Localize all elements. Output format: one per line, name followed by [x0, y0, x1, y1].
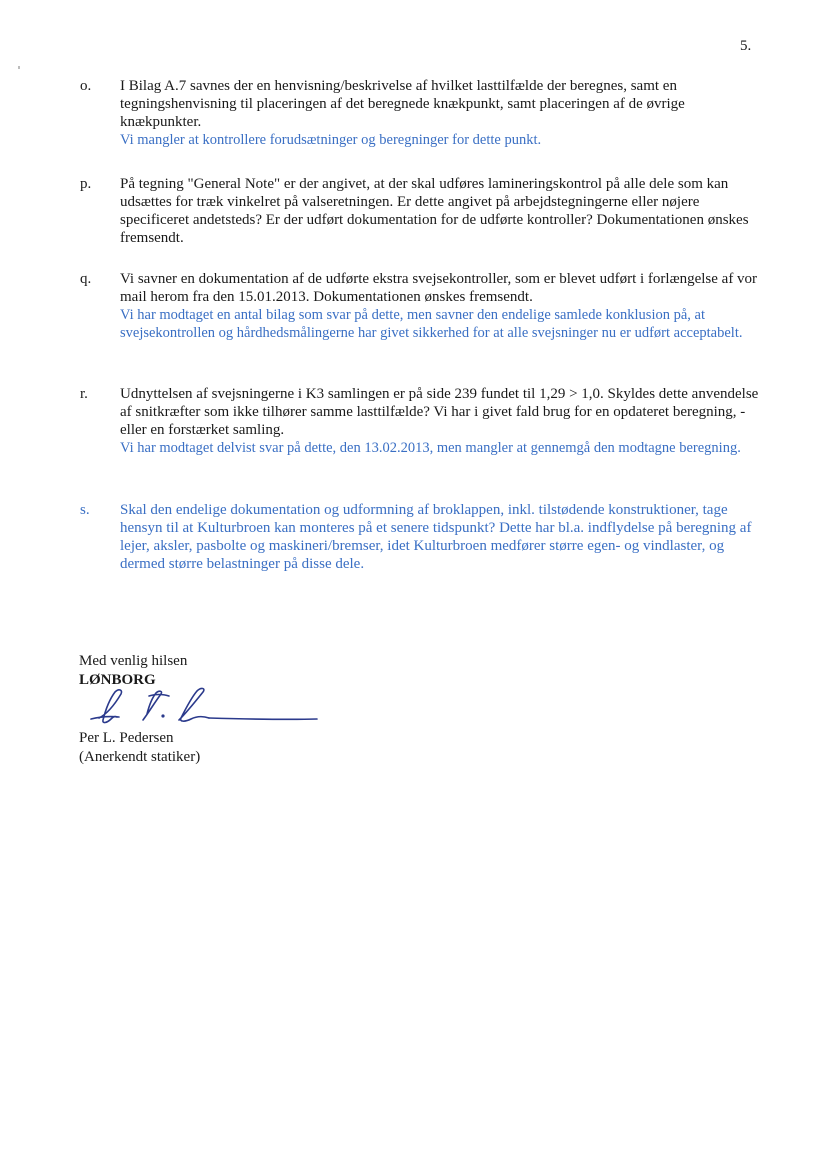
item-text: Skal den endelige dokumentation og udformning af broklappen, inkl. tilstødende konstruktioner, tage hensyn til at Kulturbroen kan monteres på et senere tidspunkt? Dette har bl.a. indflydelse på beregning af lejer, aksler, pasbolte og maskineri/bremser, idet Kulturbroen medfører større egen- og vindlaster, og dermed større belastninger på disse dele.: [120, 502, 752, 572]
item-letter: r.: [80, 386, 88, 402]
item-reply: Vi har modtaget en antal bilag som svar på dette, men savner den endelige samlede konklusion på, at svejsekontrollen og hårdhedsmålingerne har givet sikkerhed for at alle svejsninger nu er udført acceptabelt.: [120, 307, 743, 341]
closing-greeting: Med venlig hilsen: [79, 653, 188, 669]
list-item-q: [80, 270, 760, 342]
item-letter: p.: [80, 176, 92, 192]
list-item-r: [80, 385, 760, 457]
item-body: [120, 501, 760, 573]
item-text: I Bilag A.7 savnes der en henvisning/beskrivelse af hvilket lasttilfælde der beregnes, samt en tegningshenvisning til placeringen af det beregnede knækpunkt, samt placeringen af de øvrige knækpunkter.: [120, 78, 685, 130]
closing-block: [79, 652, 187, 690]
item-reply: Vi mangler at kontrollere forudsætninger og beregninger for dette punkt.: [120, 132, 542, 148]
list-item-s: [80, 501, 760, 573]
signer-title: (Anerkendt statiker): [79, 749, 201, 765]
item-text: Udnyttelsen af svejsningerne i K3 samlingen er på side 239 fundet til 1,29 > 1,0. Skyldes dette anvendelse af snitkræfter som ikke tilhører samme lasttilfælde? Vi har i givet fald brug for en opdateret beregning, - eller en forstærket samling.: [120, 386, 759, 438]
item-reply: Vi har modtaget delvist svar på dette, den 13.02.2013, men mangler at gennemgå den modtagne beregning.: [120, 440, 741, 456]
item-body: [120, 385, 760, 457]
list-item-o: [80, 77, 760, 149]
signer-name: Per L. Pedersen: [79, 730, 174, 746]
item-text: På tegning "General Note" er der angivet, at der skal udføres lamineringskontrol på alle dele som kan udsættes for træk vinkelret på valseretningen. Er dette angivet på arbejdstegningerne eller nøjere specificeret andetsteds? Er der udført dokumentation for de udførte kontroller? Dokumentationen ønskes fremsendt.: [120, 176, 749, 246]
scan-speck: [18, 66, 20, 69]
item-body: [120, 175, 760, 247]
page-number: 5.: [740, 38, 752, 54]
signer-block: [79, 729, 200, 767]
item-letter: o.: [80, 78, 92, 94]
item-text: Vi savner en dokumentation af de udførte ekstra svejsekontroller, som er blevet udført i forlængelse af vor mail herom fra den 15.01.2013. Dokumentationen ønskes fremsendt.: [120, 271, 758, 305]
handwritten-signature: [85, 686, 325, 728]
company-name: LØNBORG: [79, 672, 156, 688]
list-item-p: [80, 175, 760, 247]
item-body: [120, 270, 760, 342]
item-letter: s.: [80, 502, 90, 518]
item-letter: q.: [80, 271, 92, 287]
item-body: [120, 77, 760, 149]
